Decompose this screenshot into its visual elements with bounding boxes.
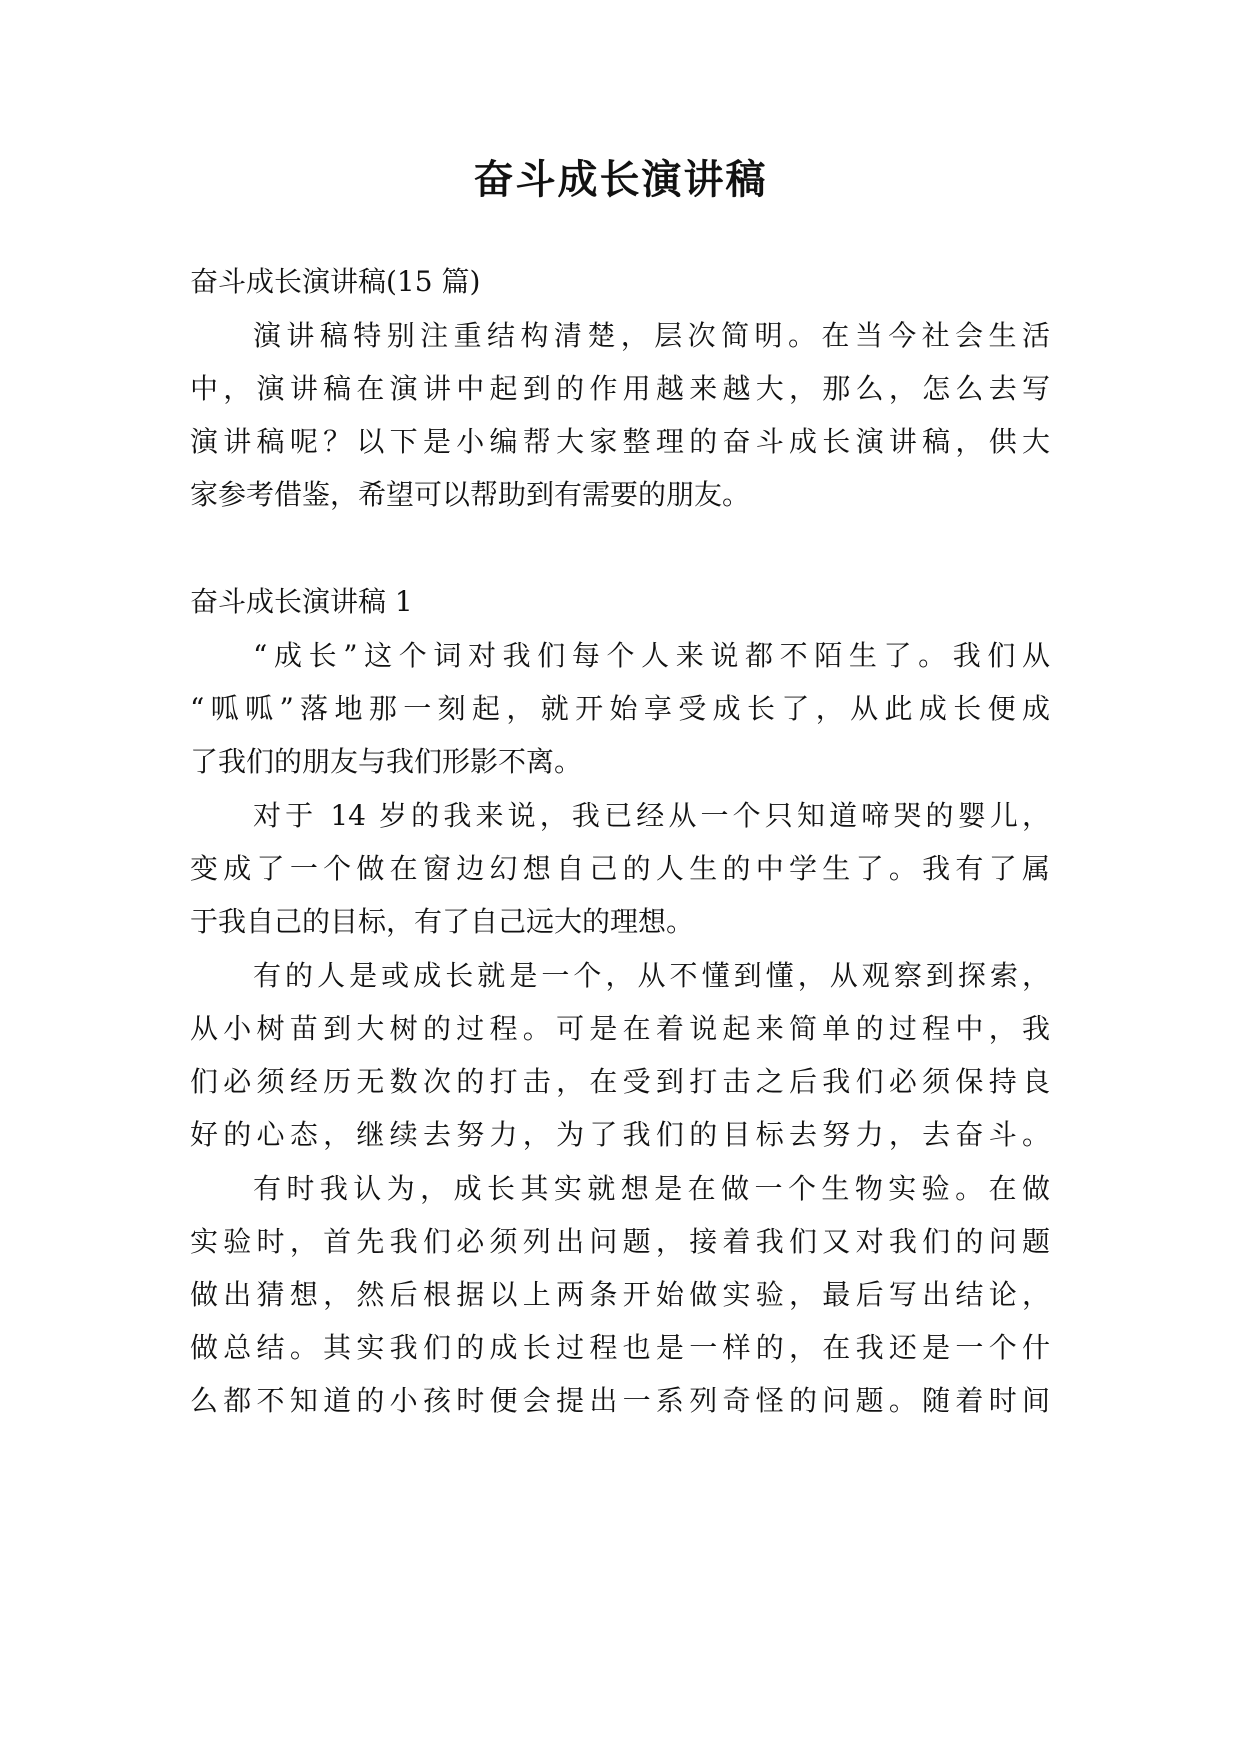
intro-line xyxy=(190,369,1050,409)
paragraph-2-line: 于我自己的目标，有了自己远大的理想。 xyxy=(190,905,695,938)
paragraph-3-line xyxy=(253,956,1050,996)
intro-line-text: 中，演讲稿在演讲中起到的作用越来越大，那么，怎么去写 xyxy=(190,372,1050,405)
paragraph-4-line xyxy=(190,1381,1050,1421)
paragraph-4-line-text: 做出猜想，然后根据以上两条开始做实验，最后写出结论， xyxy=(190,1278,1050,1311)
paragraph-1-line xyxy=(253,636,1050,676)
intro-line xyxy=(190,422,1050,462)
intro-line xyxy=(253,316,1050,356)
paragraph-4-line-text: 做总结。其实我们的成长过程也是一样的，在我还是一个什 xyxy=(190,1331,1050,1364)
intro-line-text: 演讲稿特别注重结构清楚，层次简明。在当今社会生活 xyxy=(253,319,1050,352)
section-heading: 奋斗成长演讲稿 1 xyxy=(190,585,413,618)
paragraph-2-line xyxy=(190,849,1050,889)
paragraph-3-line-text: 们必须经历无数次的打击，在受到打击之后我们必须保持良 xyxy=(190,1065,1050,1098)
paragraph-4-line xyxy=(190,1275,1050,1315)
paragraph-2-line-text: 变成了一个做在窗边幻想自己的人生的中学生了。我有了属 xyxy=(190,852,1050,885)
paragraph-1-line-text: “呱呱”落地那一刻起，就开始享受成长了，从此成长便成 xyxy=(190,692,1050,725)
intro-line: 家参考借鉴，希望可以帮助到有需要的朋友。 xyxy=(190,478,751,511)
document-subtitle: 奋斗成长演讲稿(15 篇) xyxy=(190,265,481,298)
paragraph-2-line-text: 对于 14 岁的我来说，我已经从一个只知道啼哭的婴儿， xyxy=(253,799,1050,832)
paragraph-3-line-text: 有的人是或成长就是一个，从不懂到懂，从观察到探索， xyxy=(253,959,1050,992)
paragraph-4-line-text: 么都不知道的小孩时便会提出一系列奇怪的问题。随着时间 xyxy=(190,1384,1050,1417)
paragraph-4-line xyxy=(190,1328,1050,1368)
paragraph-3-line xyxy=(190,1115,1050,1155)
paragraph-1-line xyxy=(190,689,1050,729)
document-title: 奋斗成长演讲稿 xyxy=(473,157,768,203)
paragraph-4-line xyxy=(190,1222,1050,1262)
paragraph-3-line-text: 从小树苗到大树的过程。可是在着说起来简单的过程中，我 xyxy=(190,1012,1050,1045)
paragraph-3-line xyxy=(190,1062,1050,1102)
intro-line-text: 演讲稿呢？以下是小编帮大家整理的奋斗成长演讲稿，供大 xyxy=(190,425,1050,458)
paragraph-3-line-text: 好的心态，继续去努力，为了我们的目标去努力，去奋斗。 xyxy=(190,1118,1050,1151)
paragraph-4-line-text: 实验时，首先我们必须列出问题，接着我们又对我们的问题 xyxy=(190,1225,1050,1258)
paragraph-1-line-text: “成长”这个词对我们每个人来说都不陌生了。我们从 xyxy=(253,639,1050,672)
paragraph-3-line xyxy=(190,1009,1050,1049)
paragraph-1-line: 了我们的朋友与我们形影不离。 xyxy=(190,745,583,778)
paragraph-4-line-text: 有时我认为，成长其实就想是在做一个生物实验。在做 xyxy=(253,1172,1050,1205)
paragraph-2-line xyxy=(253,796,1050,836)
paragraph-4-line xyxy=(253,1169,1050,1209)
